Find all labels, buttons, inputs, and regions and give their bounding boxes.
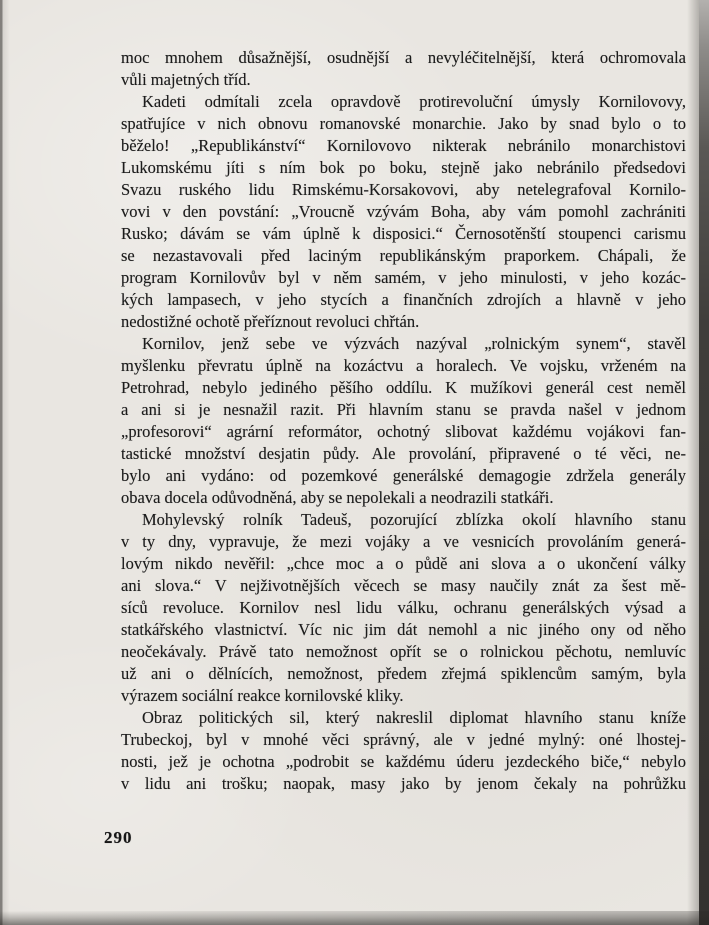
text-line: Kornilov, jenž sebe ve výzvách nazýval „rolnickým synem“, stavěl — [142, 334, 686, 353]
text-line: Rusko; dávám se vám úplně k disposici.“ Černosotěnští stoupenci carismu — [121, 224, 686, 243]
text-line: vovi v den povstání: „Vroucně vzývám Boha, aby vám pomohl zachrániti — [121, 202, 686, 221]
text-line: nosti, jež je ochotna „podrobit se každému úderu jezdeckého biče,“ nebylo — [121, 752, 686, 771]
text-line: bylo ani vydáno: od pozemkové generálské demagogie zdržela generály — [121, 466, 686, 485]
text-line: lovým nikdo nevěřil: „chce moc a o půdě ani slova a o ukončení války — [121, 554, 686, 573]
text-block — [121, 47, 686, 795]
text-line: neočekávaly. Právě tato nemožnost opřít se o rolnickou pěchotu, nemluvíc — [121, 642, 686, 661]
text-line: „profesorovi“ agrární reformátor, ochotný slibovat každému vojákovi fan- — [121, 422, 686, 441]
text-line: se nezastavovali před laciným republikánským praporkem. Chápali, že — [121, 246, 686, 265]
text-line: běželo! „Republikánství“ Kornilovovo nikterak nebránilo monarchistovi — [121, 136, 686, 155]
page-number: 290 — [104, 828, 133, 847]
text-line: myšlenku převratu úplně na kozáctvu a horalech. Ve vojsku, vrženém na — [121, 356, 686, 375]
text-line: tastické množství desjatin půdy. Ale provolání, připravené o té věci, ne- — [121, 444, 686, 463]
text-line: statkářského vlastnictví. Víc nic jim dát nemohl a nic jiného ony od něho — [121, 620, 686, 639]
text-line: už ani o dělnících, nemožnost, předem zřejmá spiklencům samým, byla — [121, 664, 686, 683]
text-line: program Kornilovův byl v něm samém, v jeho minulosti, v jeho kozác- — [121, 268, 686, 287]
text-line: obava docela odůvodněná, aby se nepolekali a neodrazili statkáři. — [121, 488, 554, 507]
text-line: spatřujíce v nich obnovu romanovské monarchie. Jako by snad bylo o to — [121, 114, 686, 133]
text-line: Petrohrad, nebylo jediného pěšího oddílu. K mužíkovi generál cest neměl — [121, 378, 686, 397]
text-line: ani slova.“ V nejživotnějších věcech se masy naučily znát za šest mě- — [121, 576, 686, 595]
text-line: v lidu ani trošku; naopak, masy jako by jenom čekaly na pohrůžku — [121, 774, 686, 793]
text-line: v ty dny, vypravuje, že mezi vojáky a ve vesnicích provoláním generá- — [121, 532, 686, 551]
text-line: výrazem sociální reakce kornilovské kliky. — [121, 686, 404, 705]
text-line: kých lampasech, v jeho stycích a finančních zdrojích a hlavně v jeho — [121, 290, 686, 309]
text-line: Kadeti odmítali zcela opravdově protirevoluční úmysly Kornilovovy, — [142, 92, 686, 111]
text-line: Svazu ruského lidu Rimskému-Korsakovovi, aby netelegrafoval Kornilo- — [121, 180, 686, 199]
text-line: síců revoluce. Kornilov nesl lidu válku, ochranu generálských výsad a — [121, 598, 686, 617]
text-line: Trubeckoj, byl v mnohé věci správný, ale v jedné mylný: oné lhostej- — [121, 730, 686, 749]
page-edge-shadow-left — [0, 0, 10, 925]
page-edge-shadow-right — [699, 0, 709, 925]
text-line: nedostižné ochotě přeříznout revoluci chřtán. — [121, 312, 420, 331]
page-edge-shadow-right-fade — [687, 0, 699, 925]
page-edge-shadow-bottom — [0, 911, 709, 925]
text-line: vůli majetných tříd. — [121, 70, 251, 89]
text-line: Mohylevský rolník Tadeuš, pozorující zblízka okolí hlavního stanu — [142, 510, 686, 529]
text-line: moc mnohem důsažnější, osudnější a nevyléčitelnější, která ochromovala — [121, 48, 686, 67]
text-line: Obraz politických sil, který nakreslil diplomat hlavního stanu kníže — [142, 708, 686, 727]
text-line: Lukomskému jíti s ním bok po boku, stejně jako nebránilo předsedovi — [121, 158, 686, 177]
text-line: a ani si je nesnažil razit. Při hlavním stanu se pravda našel v jednom — [121, 400, 686, 419]
